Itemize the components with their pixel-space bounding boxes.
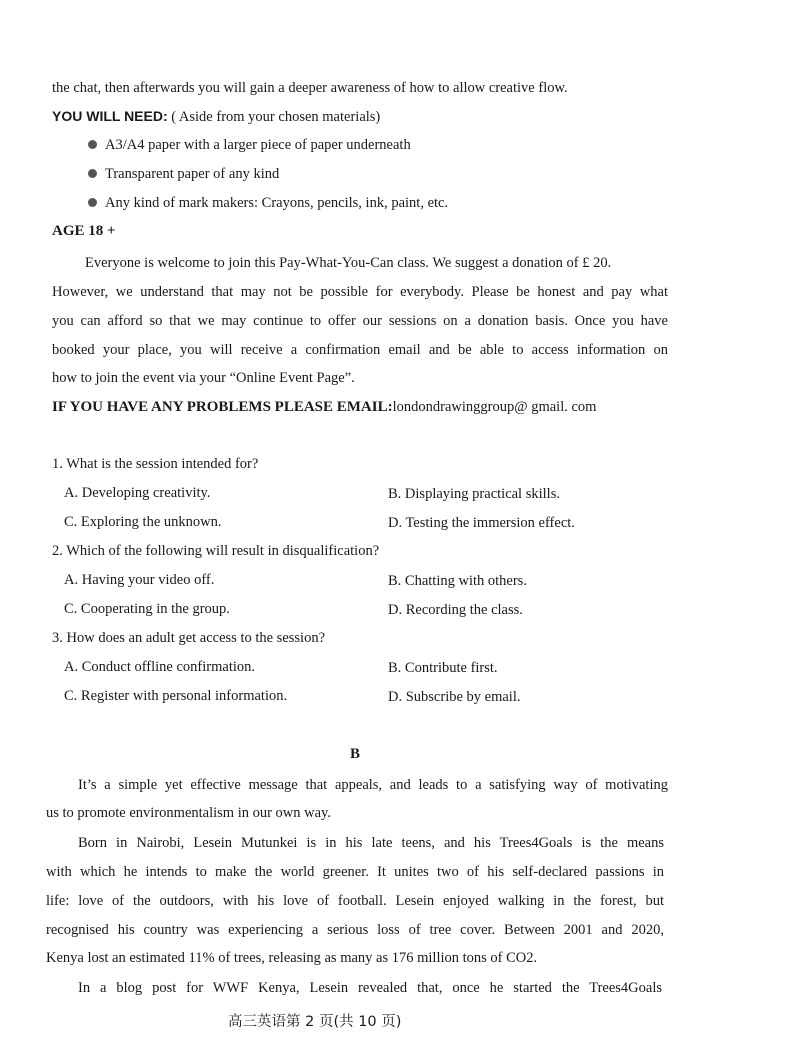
need-line [52,106,380,127]
option-c[interactable]: C. Exploring the unknown. [64,514,222,530]
material-text: Any kind of mark makers: Crayons, pencils, ink, paint, etc. [105,195,449,211]
para-line: Kenya lost an estimated 11% of trees, releasing as many as 176 million tons of CO2. [46,950,538,966]
option-b[interactable]: B. Chatting with others. [388,573,527,589]
para-line: with which he intends to make the world greener. It unites two of his self-declared passions in [46,864,664,880]
material-text: A3/A4 paper with a larger piece of paper underneath [105,137,411,153]
para-line: It’s a simple yet effective message that appeals, and leads to a satisfying way of motivating [78,777,668,793]
page-footer: 高三英语第 2 页(共 10 页) [228,1014,402,1030]
option-a[interactable]: A. Developing creativity. [64,485,211,501]
option-d[interactable]: D. Testing the immersion effect. [388,515,575,531]
age-label: AGE 18 + [52,223,116,239]
bullet-icon [88,140,97,149]
option-a[interactable]: A. Conduct offline confirmation. [64,659,256,675]
material-item [88,135,411,155]
problems-heading: IF YOU HAVE ANY PROBLEMS PLEASE EMAIL: [52,399,393,415]
para-line: In a blog post for WWF Kenya, Lesein revealed that, once he started the Trees4Goals [78,980,662,996]
para-line: However, we understand that may not be possible for everybody. Please be honest and pay what [52,284,668,300]
question-stem: 1. What is the session intended for? [52,456,259,472]
question-stem: 3. How does an adult get access to the session? [52,630,326,646]
bullet-icon [88,169,97,178]
para-line: how to join the event via your “Online Event Page”. [52,370,355,386]
option-d[interactable]: D. Recording the class. [388,602,523,618]
para-line: Born in Nairobi, Lesein Mutunkei is in his late teens, and his Trees4Goals is the means [78,835,664,851]
option-c[interactable]: C. Register with personal information. [64,688,288,704]
option-b[interactable]: B. Contribute first. [388,660,498,676]
para-line: us to promote environmentalism in our own way. [46,805,331,821]
para-line: booked your place, you will receive a confirmation email and be able to access information on [52,342,668,358]
bullet-icon [88,198,97,207]
contact-email: londondrawinggroup@ gmail. com [392,399,597,415]
option-c[interactable]: C. Cooperating in the group. [64,601,230,617]
option-a[interactable]: A. Having your video off. [64,572,215,588]
problems-line [52,397,596,417]
para-line: you can afford so that we may continue to offer our sessions on a donation basis. Once you have [52,313,668,329]
need-note: ( Aside from your chosen materials) [171,109,381,125]
para-line: recognised his country was experiencing a serious loss of tree cover. Between 2001 and 2020, [46,922,664,938]
intro-tail-text: the chat, then afterwards you will gain a deeper awareness of how to allow creative flow. [52,80,568,96]
need-heading: YOU WILL NEED: [52,108,168,124]
material-item [88,164,279,184]
material-text: Transparent paper of any kind [105,166,280,182]
material-item [88,193,448,213]
option-d[interactable]: D. Subscribe by email. [388,689,521,705]
question-stem: 2. Which of the following will result in disqualification? [52,543,380,559]
section-title: B [350,746,361,762]
option-b[interactable]: B. Displaying practical skills. [388,486,560,502]
para-line: life: love of the outdoors, with his love of football. Lesein enjoyed walking in the forest, but [46,893,664,909]
para-line: Everyone is welcome to join this Pay-What-You-Can class. We suggest a donation of £ 20. [85,255,612,271]
